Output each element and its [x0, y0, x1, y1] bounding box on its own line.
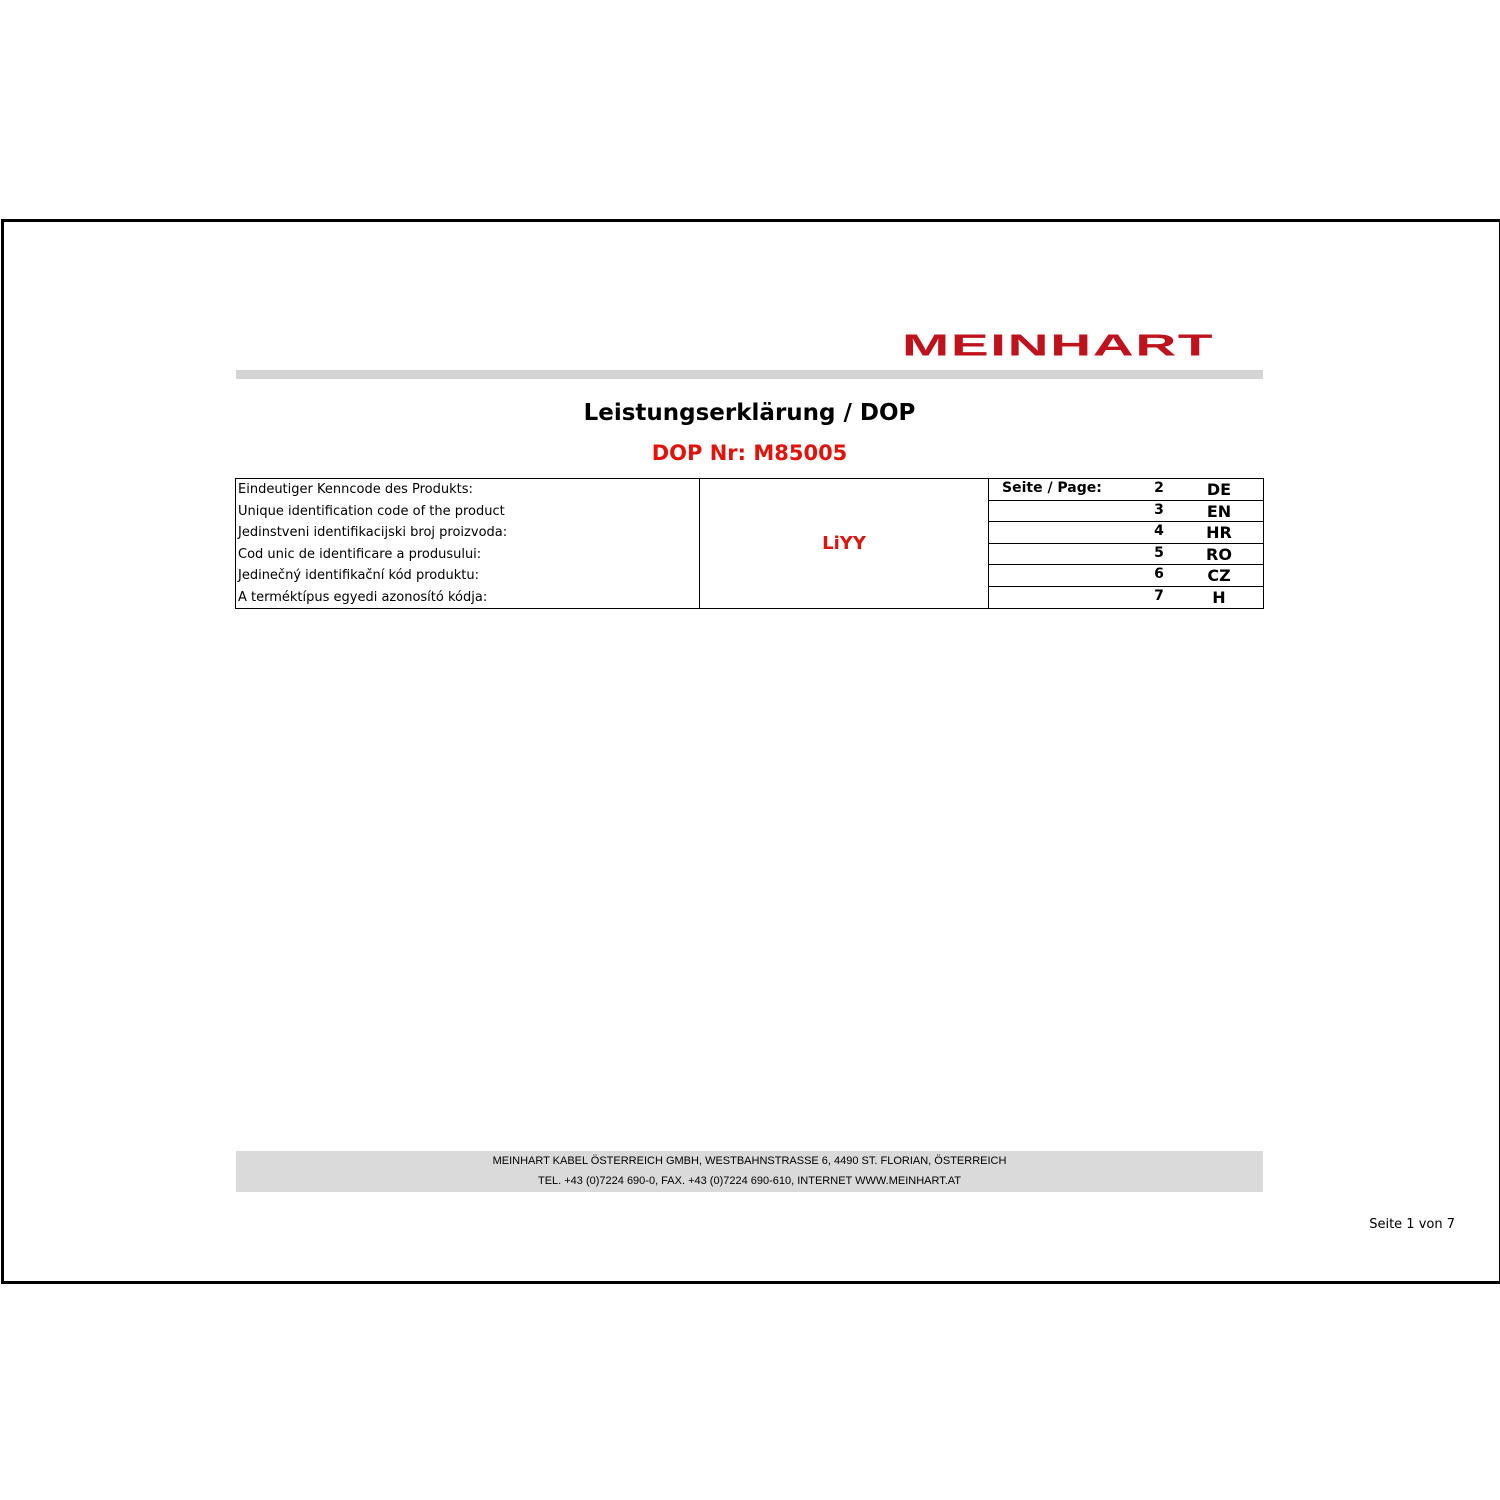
- page-row-en[interactable]: [989, 501, 1263, 523]
- header-divider: [236, 370, 1263, 379]
- footer-contact: TEL. +43 (0)7224 690-0, FAX. +43 (0)7224 690-610, INTERNET WWW.MEINHART.AT: [537, 1175, 962, 1187]
- product-cell: [700, 479, 989, 608]
- page-number: 4: [1154, 523, 1164, 539]
- page-row-ro[interactable]: [989, 544, 1263, 566]
- page-index: [989, 479, 1263, 608]
- page-number: 2: [1154, 480, 1164, 496]
- page-title: Leistungserklärung / DOP: [583, 400, 916, 426]
- page-index-header: Seite / Page:: [1002, 480, 1102, 496]
- label-en: Unique identification code of the product: [238, 503, 505, 519]
- company-footer: [236, 1151, 1263, 1192]
- page-language: DE: [1206, 480, 1232, 499]
- page-counter: Seite 1 von 7: [1369, 1217, 1455, 1232]
- page-number: 6: [1154, 566, 1164, 582]
- page-number: 5: [1154, 544, 1164, 561]
- page-row-de[interactable]: [989, 479, 1263, 501]
- page-row-cz[interactable]: [989, 565, 1263, 587]
- page-language: HR: [1206, 523, 1232, 542]
- label-ro: Cod unic de identificare a produsului:: [238, 546, 482, 562]
- page-language: CZ: [1207, 566, 1231, 585]
- label-cz: Jedinečný identifikační kód produktu:: [238, 568, 479, 583]
- label-h: A terméktípus egyedi azonosító kódja:: [238, 589, 488, 605]
- page-number: 7: [1154, 587, 1164, 604]
- identification-labels: [236, 479, 700, 608]
- label-de: Eindeutiger Kenncode des Produkts:: [238, 482, 473, 497]
- identification-table: [235, 478, 1264, 609]
- page-row-h[interactable]: [989, 587, 1263, 608]
- page-row-hr[interactable]: [989, 522, 1263, 544]
- dop-number: DOP Nr: M85005: [651, 441, 848, 465]
- page-language: H: [1212, 587, 1226, 607]
- product-code: LiYY: [822, 533, 866, 554]
- meinhart-logo: MEINHART: [902, 328, 1215, 363]
- label-hr: Jedinstveni identifikacijski broj proizvoda:: [238, 525, 508, 540]
- footer-address: MEINHART KABEL ÖSTERREICH GMBH, WESTBAHNSTRASSE 6, 4490 ST. FLORIAN, ÖSTERREICH: [492, 1155, 1007, 1167]
- page-number: 3: [1154, 501, 1164, 518]
- page-language: RO: [1206, 544, 1232, 564]
- page-language: EN: [1206, 501, 1232, 521]
